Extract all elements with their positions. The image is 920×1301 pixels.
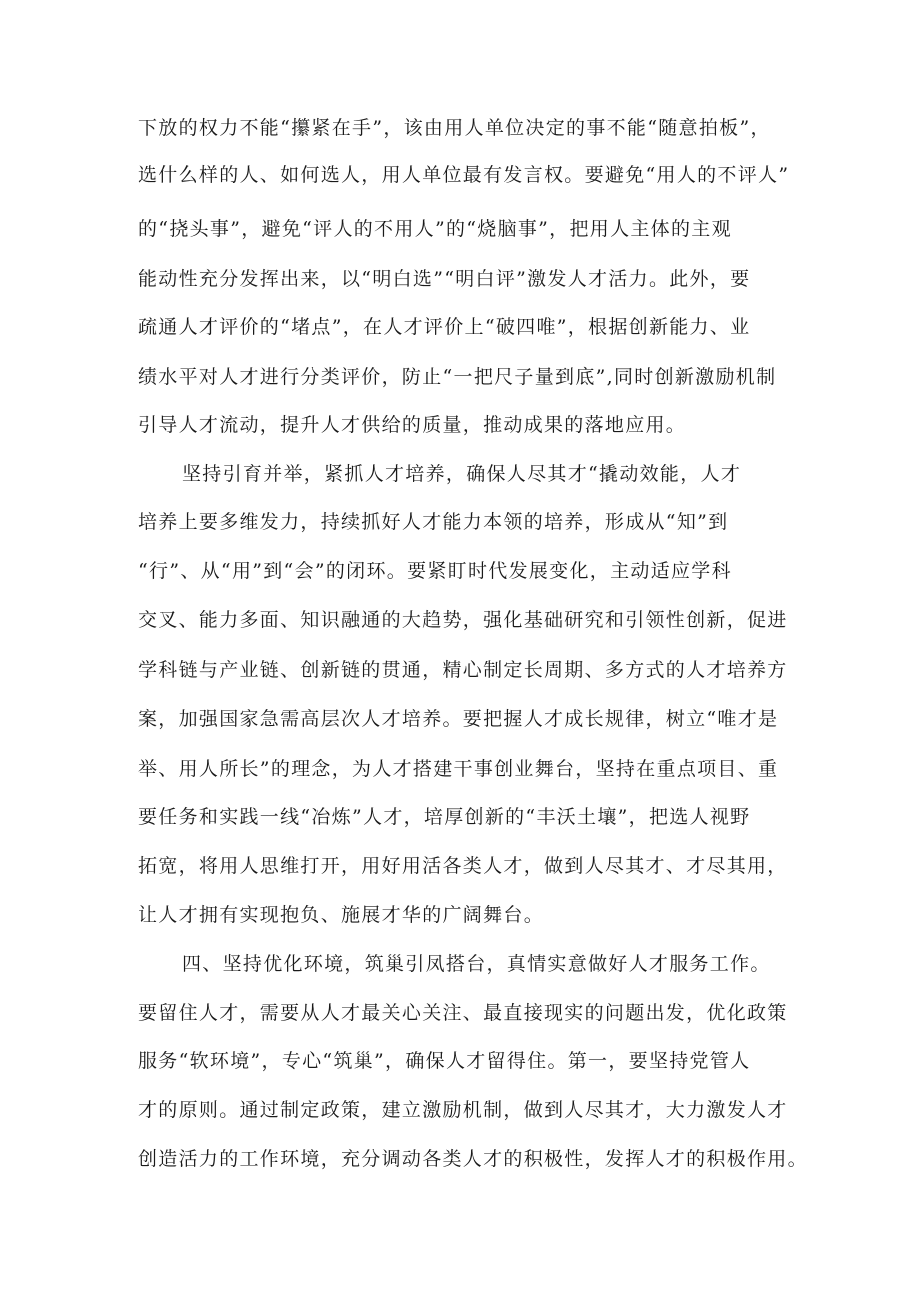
text-line: 学科链与产业链、创新链的贯通，精心制定长周期、多方式的人才培养方 (138, 659, 788, 681)
text-line: 案，加强国家急需高层次人才培养。要把握人才成长规律，树立“唯才是 (138, 708, 779, 730)
text-line: 要任务和实践一线“冶炼”人才，培厚创新的“丰沃土壤”，把选人视野 (138, 806, 751, 828)
text-line: 能动性充分发挥出来，以“明白选”“明白评”激发人才活力。此外，要 (138, 268, 751, 290)
text-line: 服务“软环境”，专心“筑巢”，确保人才留得住。第一，要坚持党管人 (138, 1050, 751, 1072)
text-line: 才的原则。通过制定政策，建立激励机制，做到人尽其才，大力激发人才 (138, 1099, 788, 1121)
text-line: 绩水平对人才进行分类评价，防止“一把尺子量到底”,同时创新激励机制 (138, 366, 777, 388)
text-line: 下放的权力不能“攥紧在手”，该由用人单位决定的事不能“随意拍板”， (138, 117, 771, 139)
paragraph-first-line: 坚持引育并举，紧抓人才培养，确保人尽其才“撬动效能，人才 (182, 463, 742, 485)
text-line: 培养上要多维发力，持续抓好人才能力本领的培养，形成从“知”到 (138, 511, 729, 533)
text-line: 选什么样的人、如何选人，用人单位最有发言权。要避免“用人的不评人” (138, 164, 790, 186)
text-line: 创造活力的工作环境，充分调动各类人才的积极性，发挥人才的积极作用。 (138, 1148, 808, 1170)
text-line: “行”、从“用”到“会”的闭环。要紧盯时代发展变化，主动适应学科 (138, 560, 732, 582)
text-line: 引导人才流动，提升人才供给的质量，推动成果的落地应用。 (138, 414, 687, 436)
text-line: 的“挠头事”，避免“评人的不用人”的“烧脑事”，把用人主体的主观 (138, 218, 732, 240)
text-line: 拓宽，将用人思维打开，用好用活各类人才，做到人尽其才、才尽其用， (138, 855, 788, 877)
text-line: 举、用人所长”的理念，为人才搭建干事创业舞台，坚持在重点项目、重 (138, 758, 779, 780)
section-heading-line: 四、坚持优化环境，筑巢引凤搭台，真情实意做好人才服务工作。 (182, 953, 771, 975)
text-line: 疏通人才评价的“堵点”，在人才评价上“破四唯”，根据创新能力、业 (138, 316, 751, 338)
text-line: 让人才拥有实现抱负、施展才华的广阔舞台。 (138, 904, 545, 926)
text-line: 要留住人才，需要从人才最关心关注、最直接现实的问题出发，优化政策 (138, 1002, 788, 1024)
text-line: 交叉、能力多面、知识融通的大趋势，强化基础研究和引领性创新，促进 (138, 609, 788, 631)
